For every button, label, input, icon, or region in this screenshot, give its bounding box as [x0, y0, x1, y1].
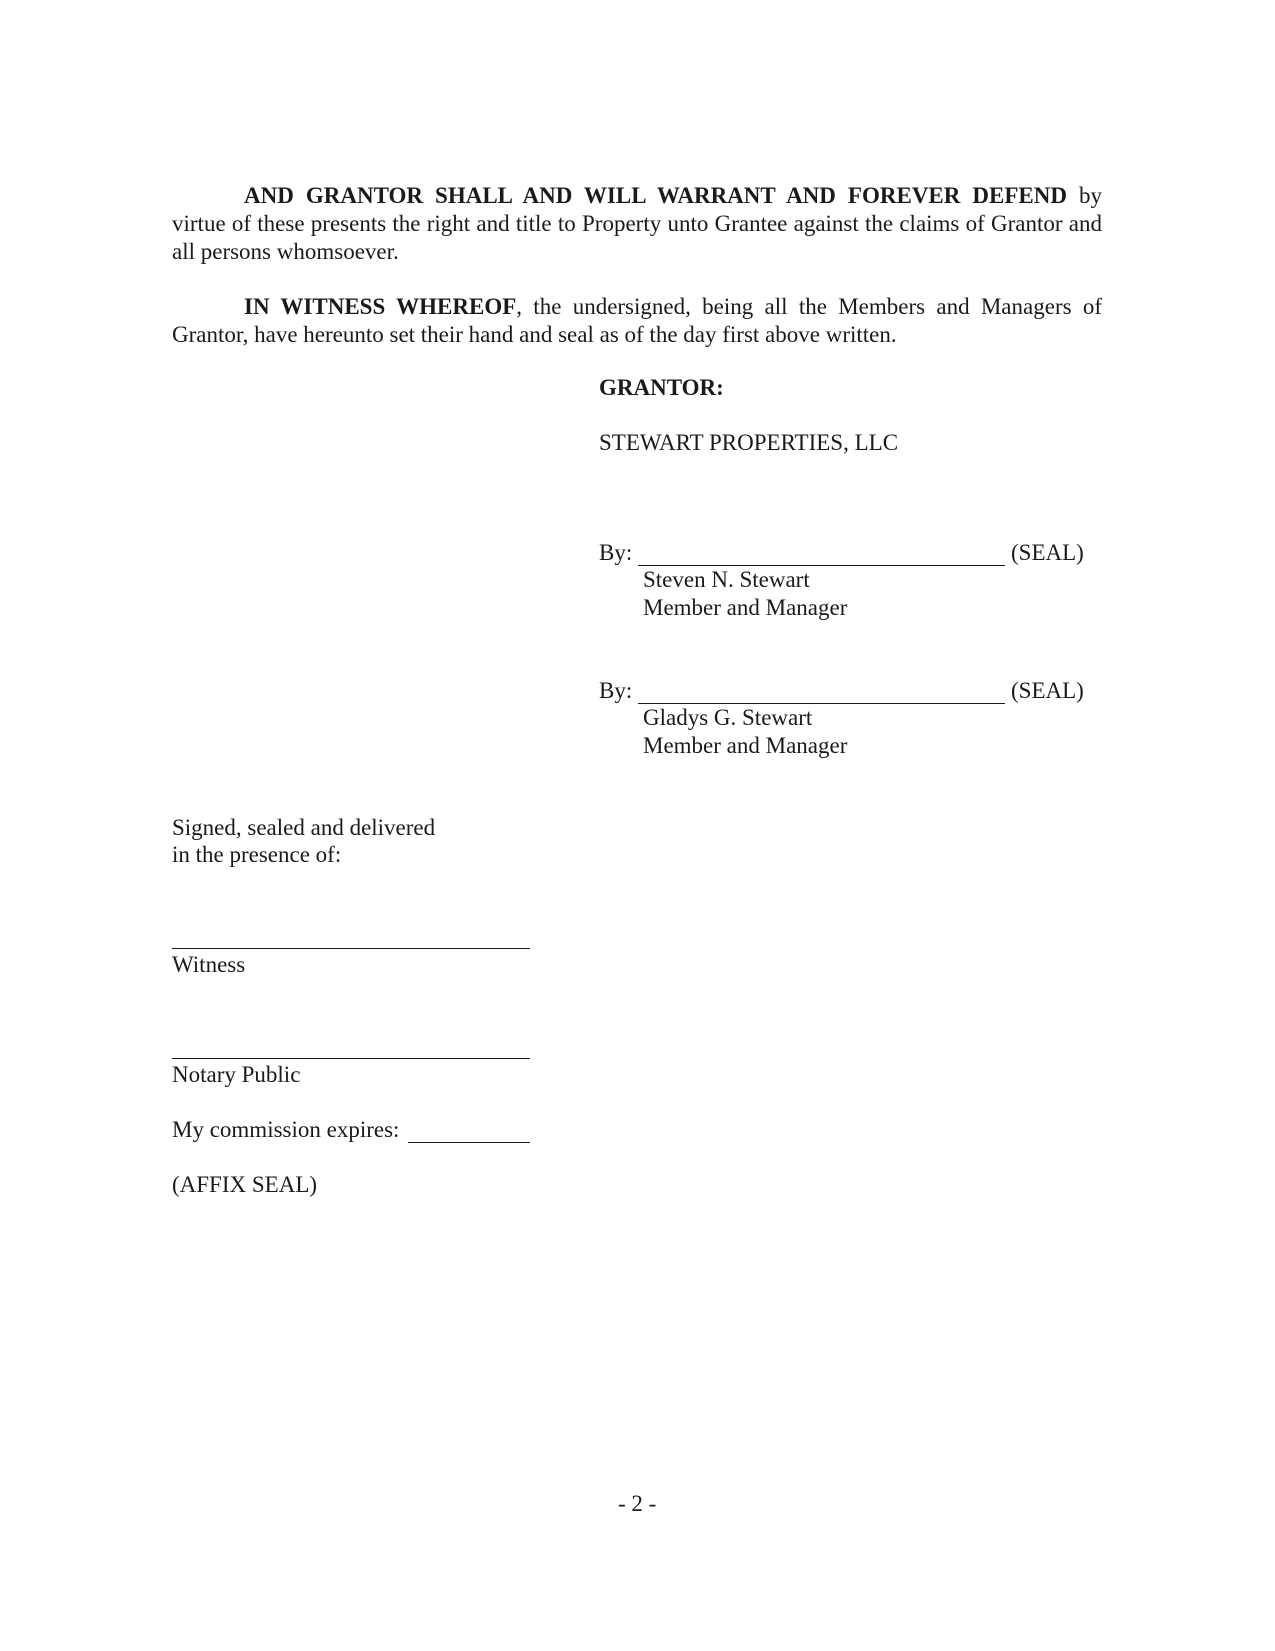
signatory-2-name: Gladys G. Stewart — [643, 705, 813, 730]
attestation-line-2: in the presence of: — [172, 842, 342, 867]
page-number: - 2 - — [618, 1491, 657, 1516]
witness-signature-line[interactable] — [172, 948, 530, 949]
witness-clause-bold-lead: IN WITNESS WHEREOF — [244, 294, 517, 319]
grantor-heading: GRANTOR: — [599, 375, 724, 400]
witness-clause-paragraph — [172, 293, 1102, 349]
signatory-2-seal-label: (SEAL) — [1011, 678, 1084, 703]
affix-seal-label: (AFFIX SEAL) — [172, 1172, 318, 1197]
warranty-text: by virtue of these presents the right and title to Property unto Grantee against the claims of Grantor and all persons whomsoever. — [172, 183, 1102, 264]
warranty-bold-lead: AND GRANTOR SHALL AND WILL WARRANT AND FOREVER DEFEND — [244, 183, 1067, 208]
witness-label: Witness — [172, 952, 246, 977]
signatory-1-name: Steven N. Stewart — [643, 567, 810, 592]
warranty-paragraph — [172, 182, 1102, 266]
commission-expires-line[interactable] — [408, 1142, 530, 1143]
commission-expires-label: My commission expires: — [172, 1117, 400, 1142]
signatory-2-title: Member and Manager — [643, 733, 848, 758]
witness-clause-text: , the undersigned, being all the Members and Managers of Grantor, have hereunto set their hand and seal as of the day first above written. — [172, 294, 1102, 347]
signatory-2-by-label: By: — [599, 678, 633, 703]
notary-signature-line[interactable] — [172, 1058, 530, 1059]
signatory-1-seal-label: (SEAL) — [1011, 540, 1084, 565]
attestation-line-1: Signed, sealed and delivered — [172, 815, 436, 840]
signatory-1-title: Member and Manager — [643, 595, 848, 620]
signatory-1-by-label: By: — [599, 540, 633, 565]
notary-label: Notary Public — [172, 1062, 301, 1087]
grantor-entity: STEWART PROPERTIES, LLC — [599, 430, 899, 455]
